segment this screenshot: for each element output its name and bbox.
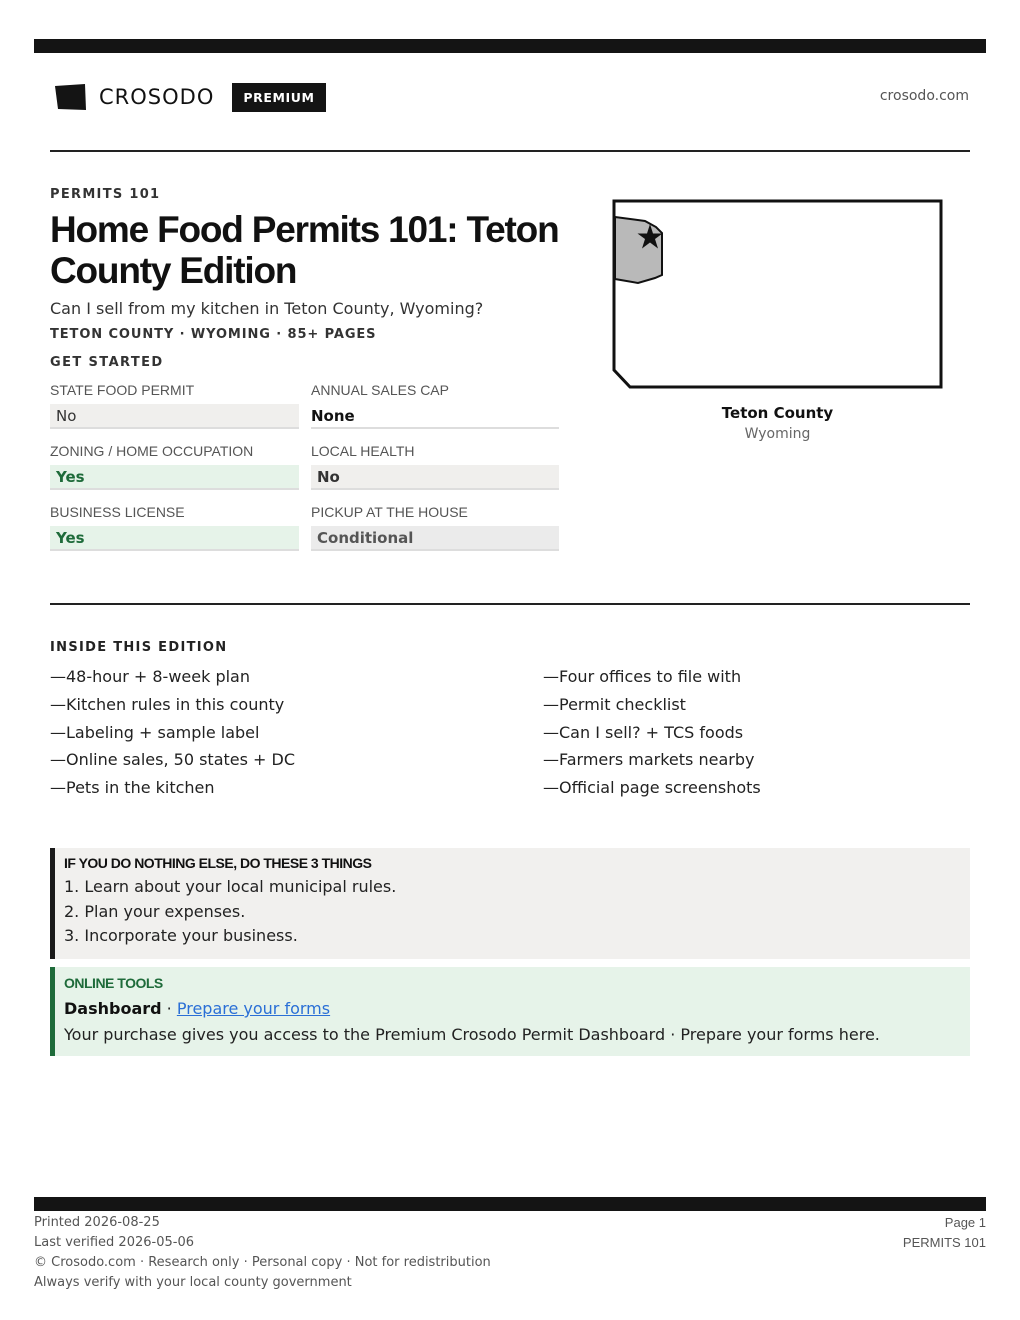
brand-name: CROSODO <box>99 85 215 109</box>
list-item: —Four offices to file with <box>543 667 742 686</box>
premium-badge: PREMIUM <box>232 83 325 112</box>
copyright: © Crosodo.com · Research only · Personal copy · Not for redistribution <box>34 1255 491 1270</box>
fact-state-food-permit <box>50 382 299 443</box>
footer-left <box>34 1213 491 1293</box>
verify-advice: Always verify with your local county government <box>34 1275 352 1290</box>
list-item: —Online sales, 50 states + DC <box>50 750 296 770</box>
printed-date: Printed 2026-08-25 <box>34 1215 160 1230</box>
online-tools-callout <box>50 967 970 1056</box>
top-bar <box>34 39 986 53</box>
footer-right <box>903 1213 986 1253</box>
county-shape <box>615 217 662 283</box>
list-item: —Kitchen rules in this county <box>50 694 285 714</box>
county-map <box>610 197 946 392</box>
must-do-callout <box>50 848 970 959</box>
bottom-bar <box>34 1197 986 1211</box>
prepare-forms-link[interactable]: Prepare your forms <box>176 999 331 1018</box>
step-item: 2. Plan your expenses. <box>64 901 246 921</box>
fact-value: Yes <box>50 465 299 490</box>
steps-list <box>64 875 970 949</box>
fact-zoning <box>50 443 299 504</box>
page-title: Home Food Permits 101: Teton County Edition <box>50 209 559 291</box>
tool-separator: · <box>161 999 177 1018</box>
brand[interactable] <box>54 82 326 112</box>
permit-facts-grid <box>50 382 559 565</box>
list-item: —Farmers markets nearby <box>543 750 755 770</box>
fact-label: PICKUP AT THE HOUSE <box>311 504 468 520</box>
page-subtitle: Can I sell from my kitchen in Teton County, Wyoming? <box>50 299 484 318</box>
divider <box>50 150 970 152</box>
fact-value: None <box>311 404 559 429</box>
list-item: —Labeling + sample label <box>50 722 260 742</box>
list-item: —48-hour + 8-week plan <box>50 667 250 686</box>
map-state-label: Wyoming <box>744 426 811 442</box>
wyoming-shape-icon <box>54 84 86 110</box>
list-item: —Can I sell? + TCS foods <box>543 722 744 742</box>
contents-list-right <box>543 665 761 804</box>
get-started-heading: GET STARTED <box>50 355 164 370</box>
callout-heading: ONLINE TOOLS <box>64 975 163 991</box>
fact-label: LOCAL HEALTH <box>311 443 415 459</box>
fact-label: ZONING / HOME OCCUPATION <box>50 443 254 459</box>
tool-description: Your purchase gives you access to the Premium Crosodo Permit Dashboard · Prepare your forms here. <box>64 1025 880 1044</box>
fact-label: STATE FOOD PERMIT <box>50 382 195 398</box>
fact-annual-sales-cap <box>311 382 559 443</box>
divider <box>50 603 970 605</box>
list-item: —Pets in the kitchen <box>50 778 215 798</box>
list-item: —Permit checklist <box>543 694 686 714</box>
contents-list-left <box>50 665 295 804</box>
callout-heading: IF YOU DO NOTHING ELSE, DO THESE 3 THINGS <box>64 855 372 871</box>
map-county-label: Teton County <box>721 404 834 422</box>
footer-section: PERMITS 101 <box>902 1235 986 1250</box>
fact-pickup <box>311 504 559 565</box>
fact-value: Conditional <box>311 526 559 551</box>
page-number: Page 1 <box>944 1215 986 1230</box>
fact-label: BUSINESS LICENSE <box>50 504 185 520</box>
state-outline <box>614 201 941 387</box>
inside-heading: INSIDE THIS EDITION <box>50 640 228 655</box>
step-item: 3. Incorporate your business. <box>64 926 298 945</box>
fact-value: No <box>311 465 559 490</box>
site-url-link[interactable]: crosodo.com <box>879 88 969 104</box>
list-item: —Official page screenshots <box>543 778 761 798</box>
fact-value: Yes <box>50 526 299 551</box>
verified-date: Last verified 2026-05-06 <box>34 1235 194 1250</box>
fact-label: ANNUAL SALES CAP <box>311 382 449 398</box>
section-kicker: PERMITS 101 <box>50 187 161 202</box>
step-item: 1. Learn about your local municipal rules. <box>64 877 397 896</box>
tool-name: Dashboard <box>64 999 162 1018</box>
tool-line <box>64 997 970 1021</box>
fact-local-health <box>311 443 559 504</box>
fact-business-license <box>50 504 299 565</box>
edition-meta: TETON COUNTY · WYOMING · 85+ PAGES <box>50 327 377 342</box>
fact-value: No <box>50 404 299 429</box>
